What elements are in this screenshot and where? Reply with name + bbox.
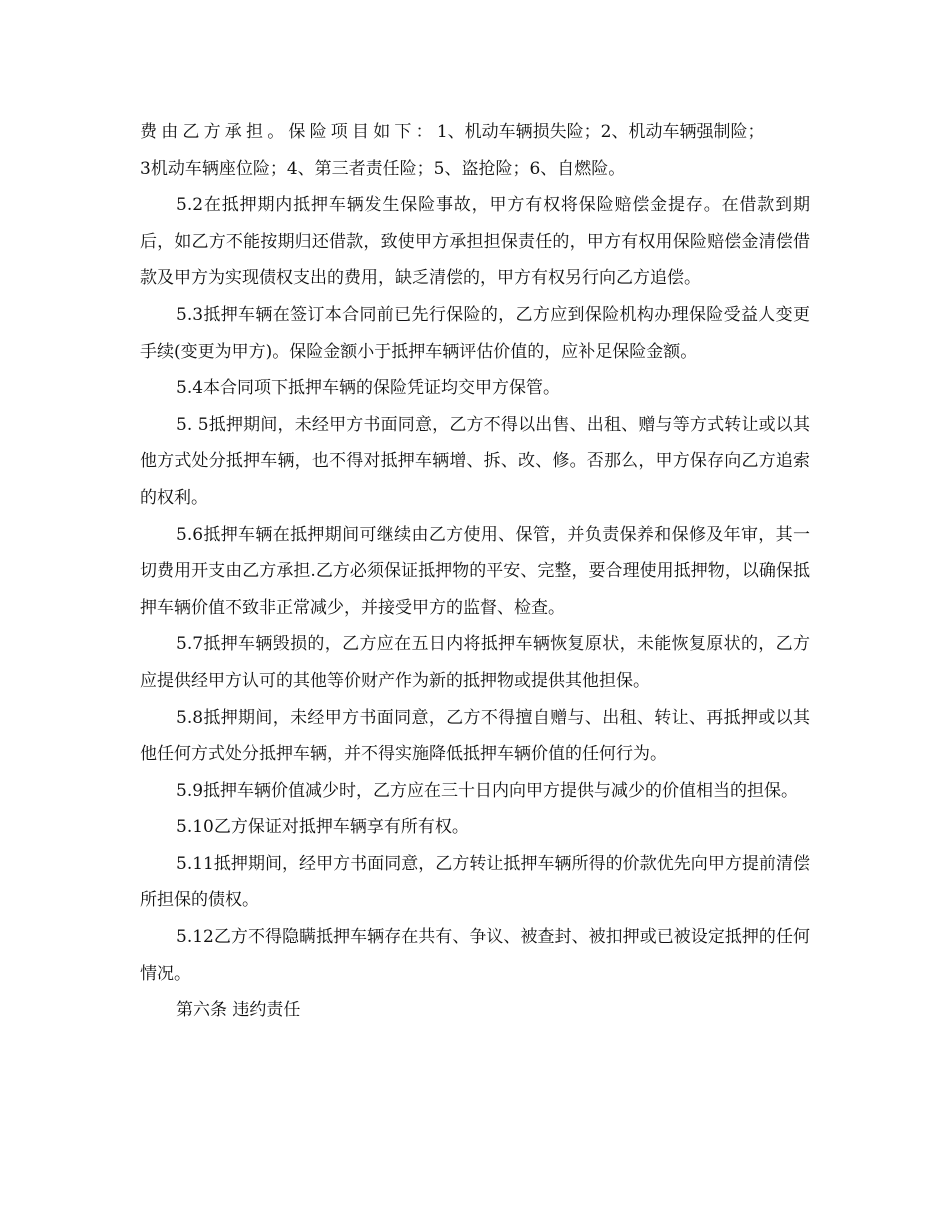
- paragraph-5-4: 5.4本合同项下抵押车辆的保险凭证均交甲方保管。: [176, 378, 561, 399]
- paragraph-5-7: 5.7抵押车辆毁损的，乙方应在五日内将抵押车辆恢复原状，未能恢复原状的，乙方应提供经甲方认可的其他等价财产作为新的抵押物或提供其他担保。: [140, 634, 810, 691]
- section-heading-article-6: 第六条 违约责任: [176, 1000, 301, 1021]
- insurance-intro-text: 费由乙方承担。保险项目如下：: [140, 122, 437, 142]
- paragraph-5-2: 5.2在抵押期内抵押车辆发生保险事故，甲方有权将保险赔偿金提存。在借款到期后，如乙方不能按期归还借款，致使甲方承担担保责任的，甲方有权用保险赔偿金清偿借款及甲方为实现债权支出的费用，缺乏清偿的，甲方有权另行向乙方追偿。: [140, 195, 810, 289]
- paragraph-5-11: 5.11抵押期间，经甲方书面同意，乙方转让抵押车辆所得的价款优先向甲方提前清偿所担保的债权。: [140, 853, 810, 911]
- paragraph-5-9: 5.9抵押车辆价值减少时，乙方应在三十日内向甲方提供与减少的价值相当的担保。: [176, 780, 799, 801]
- paragraph-5-3: 5.3抵押车辆在签订本合同前已先行保险的，乙方应到保险机构办理保险受益人变更手续(变更为甲方)。保险金额小于抵押车辆评估价值的，应补足保险金额。: [140, 304, 810, 362]
- paragraph-5-10: 5.10乙方保证对抵押车辆享有所有权。: [176, 817, 469, 838]
- insurance-items-text-line2: 3机动车辆座位险；4、第三者责任险；5、盗抢险；6、自燃险。: [140, 158, 626, 179]
- insurance-items-text: 1、机动车辆损失险；2、机动车辆强制险；: [436, 122, 765, 142]
- paragraph-5-1-continued: [140, 114, 810, 187]
- paragraph-5-5: 5. 5抵押期间，未经甲方书面同意，乙方不得以出售、出租、赠与等方式转让或以其他方式处分抵押车辆，也不得对抵押车辆增、拆、改、修。否那么，甲方保存向乙方追索的权利。: [140, 414, 810, 508]
- paragraph-5-8: 5.8抵押期间，未经甲方书面同意，乙方不得擅自赠与、出租、转让、再抵押或以其他任何方式处分抵押车辆，并不得实施降低抵押车辆价值的任何行为。: [140, 707, 810, 765]
- paragraph-5-6: 5.6抵押车辆在抵押期间可继续由乙方使用、保管，并负责保养和保修及年审，其一切费用开支由乙方承担.乙方必须保证抵押物的平安、完整，要合理使用抵押物，以确保抵押车辆价值不致非正常减少，并接受甲方的监督、检查。: [140, 524, 810, 618]
- document-page: [140, 114, 810, 1029]
- paragraph-5-12: 5.12乙方不得隐瞒抵押车辆存在共有、争议、被查封、被扣押或已被设定抵押的任何情况。: [140, 927, 810, 984]
